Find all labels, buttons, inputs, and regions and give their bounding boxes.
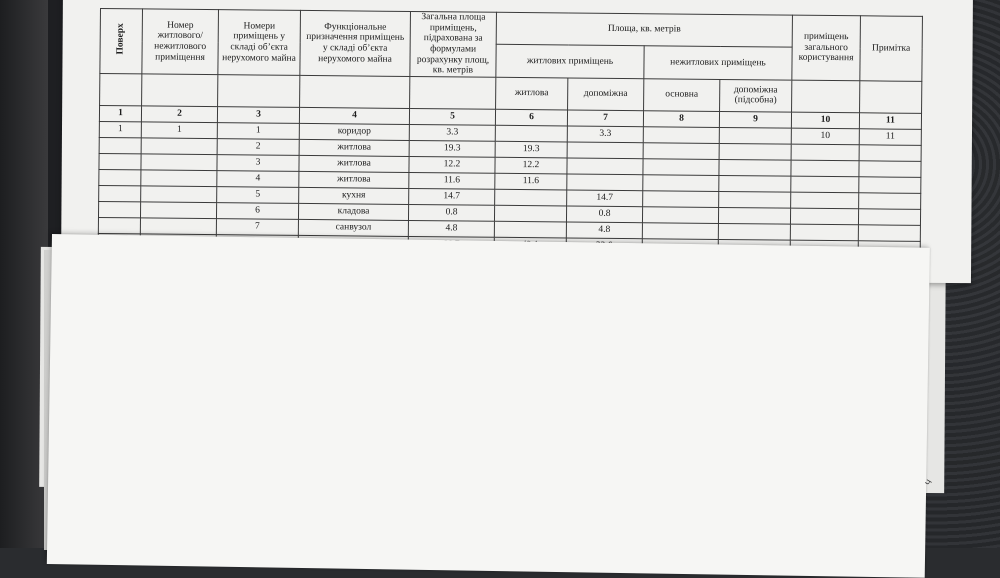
table-cell [643, 126, 719, 143]
table-cell [858, 225, 920, 242]
table-cell [791, 176, 859, 193]
table-cell: житлова [299, 171, 409, 188]
floor-area-table [98, 8, 923, 258]
header-common-use: приміщень загального користування [792, 15, 861, 80]
spacer [410, 76, 496, 109]
table-cell [140, 218, 216, 235]
header-nonliving-group: нежитлових приміщень [644, 46, 792, 80]
table-cell [643, 174, 719, 191]
table-cell [859, 161, 921, 178]
table-cell: 3.3 [567, 126, 643, 143]
table-cell: 5 [217, 186, 299, 203]
header-floor: Поверх [100, 9, 143, 74]
header-room-numbers: Номери приміщень у складі об’єкта нерухомого майна [218, 10, 301, 76]
table-cell [642, 222, 718, 239]
table-cell: 10 [791, 128, 859, 145]
header-area-group: Площа, кв. метрів [496, 12, 792, 47]
table-cell [719, 191, 791, 208]
header-unit-number: Номер житлового/ нежитлового приміщення [142, 9, 219, 74]
table-cell [494, 205, 566, 222]
table-cell [859, 177, 921, 194]
table-cell [643, 142, 719, 159]
col-num: 9 [719, 111, 791, 128]
table-cell [719, 143, 791, 160]
table-cell [791, 192, 859, 209]
spacer [142, 74, 218, 107]
header-total-area: Загальна площа приміщень, підрахована за формулами розрахунку площ, кв. метрів [410, 11, 497, 77]
table-cell [790, 224, 858, 241]
header-auxiliary: допоміжна [568, 78, 644, 111]
table-cell: 0.8 [566, 206, 642, 223]
table-cell: житлова [299, 139, 409, 156]
table-cell [718, 223, 790, 240]
table-cell [141, 138, 217, 155]
table-cell: 11.6 [409, 172, 495, 189]
col-num: 1 [99, 105, 141, 121]
table-cell [642, 206, 718, 223]
header-living: житлова [496, 77, 568, 110]
table-cell: 4.8 [408, 220, 494, 237]
table-cell: кладова [298, 203, 408, 220]
header-basic: основна [644, 78, 720, 111]
table-cell [643, 190, 719, 207]
table-cell: 1 [217, 122, 299, 139]
table-cell: житлова [299, 155, 409, 172]
table-cell: 12.2 [495, 157, 567, 174]
col-num: 7 [567, 110, 643, 127]
table-cell [791, 144, 859, 161]
room-rows [98, 121, 921, 241]
table-cell [140, 202, 216, 219]
table-cell: 0.8 [408, 204, 494, 221]
table-cell: 1 [141, 122, 217, 139]
table-cell [791, 160, 859, 177]
table-cell [99, 137, 141, 153]
col-num: 2 [141, 106, 217, 123]
table-cell: 3.3 [409, 124, 495, 141]
table-cell [718, 207, 790, 224]
header-purpose: Функціональне призначення приміщень у складі об’єкта нерухомого майна [300, 10, 411, 76]
table-cell: 3 [217, 154, 299, 171]
header-auxiliary-sub: допоміжна (підсобна) [720, 79, 792, 112]
table-cell: 7 [216, 218, 298, 235]
table-cell: 19.3 [495, 141, 567, 158]
table-cell [494, 221, 566, 238]
table-cell [141, 170, 217, 187]
table-cell: 14.7 [409, 188, 495, 205]
spacer [300, 75, 410, 108]
header-note: Примітка [860, 16, 923, 81]
col-num: 8 [643, 110, 719, 127]
table-cell [141, 154, 217, 171]
header-living-group: житлових приміщень [496, 45, 644, 79]
table-cell [141, 186, 217, 203]
blank-cover-sheet [47, 234, 930, 578]
table-cell: 4 [217, 170, 299, 187]
table-cell [859, 145, 921, 162]
table-cell [495, 189, 567, 206]
table-cell: 1 [99, 121, 141, 137]
col-num: 11 [859, 113, 921, 130]
table-cell [567, 158, 643, 175]
table-cell [719, 175, 791, 192]
table-cell [495, 125, 567, 142]
table-cell [790, 208, 858, 225]
spacer [218, 74, 300, 107]
table-cell: 14.7 [567, 190, 643, 207]
col-num: 10 [791, 112, 859, 129]
table-cell [98, 217, 140, 233]
table-cell [858, 209, 920, 226]
table-cell: 11.6 [495, 173, 567, 190]
table-cell [719, 159, 791, 176]
col-num: 6 [495, 109, 567, 126]
table-cell [99, 169, 141, 185]
spacer [860, 81, 922, 114]
table-cell [99, 185, 141, 201]
col-num: 5 [409, 108, 495, 125]
table-cell: 11 [859, 129, 921, 146]
table-cell: коридор [299, 123, 409, 140]
table-cell [719, 127, 791, 144]
spacer [100, 73, 142, 105]
table-cell: 6 [216, 202, 298, 219]
table-cell [98, 201, 140, 217]
table-cell [99, 153, 141, 169]
table-cell: 12.2 [409, 156, 495, 173]
table-cell [567, 142, 643, 159]
table-cell: 4.8 [566, 222, 642, 239]
table-cell: 2 [217, 138, 299, 155]
table-cell: 19.3 [409, 140, 495, 157]
table-cell: санвузол [298, 219, 408, 236]
spacer [792, 80, 860, 113]
corner-mark: Ч [923, 477, 934, 488]
col-num: 4 [299, 107, 409, 124]
table-cell [643, 158, 719, 175]
col-num: 3 [217, 106, 299, 123]
table-cell [567, 174, 643, 191]
table-cell [859, 193, 921, 210]
table-cell: кухня [299, 187, 409, 204]
